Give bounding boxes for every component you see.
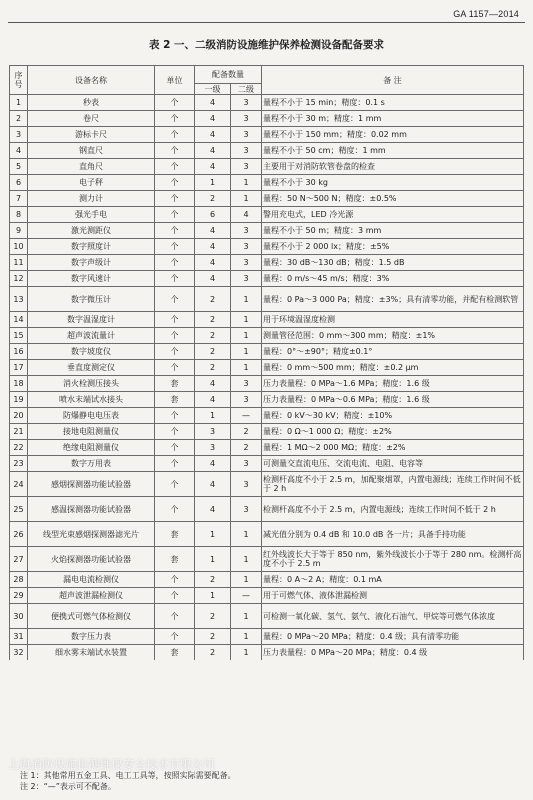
level-2-qty-cell: 3 [231, 255, 262, 271]
level-1-qty-cell: 2 [195, 645, 231, 661]
equipment-name-cell: 漏电电流检测仪 [28, 572, 155, 588]
equipment-name-cell: 数字坡度仪 [28, 344, 155, 360]
table-row [10, 392, 524, 408]
level-1-qty-cell: 1 [195, 522, 231, 547]
level-2-qty-cell: 3 [231, 223, 262, 239]
table-row [10, 191, 524, 207]
unit-cell: 个 [155, 95, 195, 111]
level-2-qty-cell: 3 [231, 159, 262, 175]
level-2-qty-cell: 3 [231, 497, 262, 522]
unit-cell: 套 [155, 376, 195, 392]
level-1-qty-cell: 4 [195, 127, 231, 143]
footnotes [20, 770, 236, 792]
level-1-qty-cell: 4 [195, 255, 231, 271]
unit-cell: 个 [155, 456, 195, 472]
level-2-qty-cell: 1 [231, 360, 262, 376]
unit-cell: 个 [155, 127, 195, 143]
level-2-qty-cell: 1 [231, 604, 262, 629]
unit-cell: 个 [155, 159, 195, 175]
unit-cell: 个 [155, 328, 195, 344]
unit-cell: 个 [155, 223, 195, 239]
equipment-name-cell: 线型光束感烟探测器滤光片 [28, 522, 155, 547]
level-1-qty-cell: 1 [195, 408, 231, 424]
unit-cell: 个 [155, 604, 195, 629]
row-index-cell: 6 [10, 175, 28, 191]
row-index-cell: 32 [10, 645, 28, 661]
unit-cell: 套 [155, 645, 195, 661]
row-index-cell: 4 [10, 143, 28, 159]
table-row [10, 271, 524, 287]
remarks-cell: 量程不小于 50 cm；精度：1 mm [262, 143, 524, 159]
equipment-name-cell: 测力计 [28, 191, 155, 207]
equipment-name-cell: 喷水末端试水接头 [28, 392, 155, 408]
equipment-name-cell: 卷尺 [28, 111, 155, 127]
watermark-text: 上海消防设施检测维保安全技术有限公司 [8, 758, 215, 771]
level-2-qty-cell: 3 [231, 472, 262, 497]
level-2-qty-cell: 4 [231, 207, 262, 223]
row-index-cell: 17 [10, 360, 28, 376]
level-1-qty-cell: 2 [195, 604, 231, 629]
level-2-qty-cell: 3 [231, 143, 262, 159]
remarks-cell: 用于环境温湿度检测 [262, 312, 524, 328]
equipment-name-cell: 细水雾末端试水装置 [28, 645, 155, 661]
row-index-cell: 10 [10, 239, 28, 255]
equipment-name-cell: 钢直尺 [28, 143, 155, 159]
table-row [10, 645, 524, 661]
level-1-qty-cell: 3 [195, 440, 231, 456]
row-index-cell: 7 [10, 191, 28, 207]
row-index-cell: 14 [10, 312, 28, 328]
equipment-name-cell: 接地电阻测量仪 [28, 424, 155, 440]
remarks-cell: 红外线波长大于等于 850 nm，紫外线波长小于等于 280 nm。检测杆高度不小于 2.5 m [262, 547, 524, 572]
level-2-qty-cell: — [231, 408, 262, 424]
level-2-qty-cell: 1 [231, 547, 262, 572]
equipment-name-cell: 强光手电 [28, 207, 155, 223]
equipment-name-cell: 游标卡尺 [28, 127, 155, 143]
equipment-name-cell: 便携式可燃气体检测仪 [28, 604, 155, 629]
level-1-qty-cell: 4 [195, 472, 231, 497]
level-2-qty-cell: 3 [231, 239, 262, 255]
row-index-cell: 29 [10, 588, 28, 604]
level-1-qty-cell: 2 [195, 572, 231, 588]
table-row [10, 255, 524, 271]
remarks-cell: 量程：30 dB～130 dB；精度：1.5 dB [262, 255, 524, 271]
remarks-cell: 量程：0 mm～500 mm；精度：±0.2 μm [262, 360, 524, 376]
level-2-qty-cell: 1 [231, 328, 262, 344]
level-1-qty-cell: 4 [195, 271, 231, 287]
table-row [10, 111, 524, 127]
unit-cell: 个 [155, 111, 195, 127]
row-index-cell: 2 [10, 111, 28, 127]
level-1-qty-cell: 2 [195, 360, 231, 376]
table-row [10, 572, 524, 588]
equipment-name-cell: 激光测距仪 [28, 223, 155, 239]
footnote-1: 注 1：其他常用五金工具、电工工具等，按照实际需要配备。 [20, 771, 236, 780]
unit-cell: 个 [155, 207, 195, 223]
remarks-cell: 量程：0 Ω～1 000 Ω；精度：±2% [262, 424, 524, 440]
level-2-qty-cell: 2 [231, 424, 262, 440]
equipment-name-cell: 数字声级计 [28, 255, 155, 271]
level-1-qty-cell: 4 [195, 223, 231, 239]
level-2-qty-cell: 1 [231, 645, 262, 661]
row-index-cell: 9 [10, 223, 28, 239]
remarks-cell: 量程：0 m/s～45 m/s；精度：3% [262, 271, 524, 287]
level-1-qty-cell: 2 [195, 344, 231, 360]
level-1-qty-cell: 2 [195, 312, 231, 328]
unit-cell: 个 [155, 424, 195, 440]
equipment-name-cell: 火焰探测器功能试验器 [28, 547, 155, 572]
row-index-cell: 21 [10, 424, 28, 440]
remarks-cell: 测量管径范围：0 mm～300 mm；精度：±1% [262, 328, 524, 344]
remarks-cell: 警用充电式，LED 冷光源 [262, 207, 524, 223]
row-index-cell: 8 [10, 207, 28, 223]
row-index-cell: 26 [10, 522, 28, 547]
equipment-name-cell: 数字微压计 [28, 287, 155, 312]
row-index-cell: 11 [10, 255, 28, 271]
row-index-cell: 12 [10, 271, 28, 287]
unit-cell: 个 [155, 408, 195, 424]
remarks-cell: 量程：0 A～2 A；精度：0.1 mA [262, 572, 524, 588]
level-2-qty-cell: 1 [231, 344, 262, 360]
equipment-name-cell: 数字温湿度计 [28, 312, 155, 328]
level-1-qty-cell: 2 [195, 629, 231, 645]
equipment-name-cell: 数字照度计 [28, 239, 155, 255]
table-row [10, 344, 524, 360]
remarks-cell: 压力表量程：0 MPa～20 MPa；精度：0.4 级 [262, 645, 524, 661]
table-row [10, 159, 524, 175]
header-quantity: 配备数量 [195, 66, 262, 84]
level-1-qty-cell: 2 [195, 191, 231, 207]
unit-cell: 个 [155, 497, 195, 522]
level-2-qty-cell: 1 [231, 312, 262, 328]
table-body [10, 95, 524, 661]
row-index-cell: 22 [10, 440, 28, 456]
table-row [10, 360, 524, 376]
row-index-cell: 16 [10, 344, 28, 360]
remarks-cell: 量程不小于 150 mm；精度：0.02 mm [262, 127, 524, 143]
level-2-qty-cell: 3 [231, 392, 262, 408]
unit-cell: 个 [155, 239, 195, 255]
equipment-name-cell: 秒表 [28, 95, 155, 111]
equipment-table [9, 65, 524, 660]
header-level-1: 一级 [195, 84, 231, 95]
equipment-name-cell: 数字万用表 [28, 456, 155, 472]
remarks-cell: 可测量交直流电压、交流电流、电阻、电容等 [262, 456, 524, 472]
table-row [10, 522, 524, 547]
row-index-cell: 15 [10, 328, 28, 344]
row-index-cell: 27 [10, 547, 28, 572]
remarks-cell: 压力表量程：0 MPa～1.6 MPa；精度：1.6 级 [262, 376, 524, 392]
row-index-cell: 30 [10, 604, 28, 629]
remarks-cell: 量程：0 Pa～3 000 Pa；精度：±3%；具有清零功能，并配有检测软管 [262, 287, 524, 312]
remarks-cell: 量程不小于 50 m；精度：3 mm [262, 223, 524, 239]
table-row [10, 223, 524, 239]
table-row [10, 328, 524, 344]
level-2-qty-cell: 3 [231, 456, 262, 472]
remarks-cell: 检测杆高度不小于 2.5 m，内置电源线；连续工作时间不低于 2 h [262, 497, 524, 522]
header-level-2: 二级 [231, 84, 262, 95]
standard-code: GA 1157—2014 [453, 9, 519, 19]
table-row [10, 629, 524, 645]
remarks-cell: 量程不小于 30 kg [262, 175, 524, 191]
level-2-qty-cell: 1 [231, 629, 262, 645]
level-1-qty-cell: 6 [195, 207, 231, 223]
level-2-qty-cell: 3 [231, 376, 262, 392]
equipment-name-cell: 感烟探测器功能试验器 [28, 472, 155, 497]
equipment-name-cell: 垂直度测定仪 [28, 360, 155, 376]
row-index-cell: 25 [10, 497, 28, 522]
level-1-qty-cell: 4 [195, 456, 231, 472]
row-index-cell: 18 [10, 376, 28, 392]
table-row [10, 207, 524, 223]
level-1-qty-cell: 4 [195, 376, 231, 392]
unit-cell: 个 [155, 572, 195, 588]
row-index-cell: 19 [10, 392, 28, 408]
level-1-qty-cell: 4 [195, 143, 231, 159]
header-unit: 单位 [155, 66, 195, 95]
remarks-cell: 量程：0 kV～30 kV；精度：±10% [262, 408, 524, 424]
equipment-name-cell: 绝缘电阻测量仪 [28, 440, 155, 456]
equipment-name-cell: 超声波泄漏检测仪 [28, 588, 155, 604]
equipment-name-cell: 数字压力表 [28, 629, 155, 645]
remarks-cell: 压力表量程：0 MPa～0.6 MPa；精度：1.6 级 [262, 392, 524, 408]
remarks-cell: 用于可燃气体、液体泄漏检测 [262, 588, 524, 604]
unit-cell: 个 [155, 255, 195, 271]
table-row [10, 588, 524, 604]
unit-cell: 套 [155, 522, 195, 547]
level-1-qty-cell: 3 [195, 424, 231, 440]
row-index-cell: 3 [10, 127, 28, 143]
row-index-cell: 24 [10, 472, 28, 497]
unit-cell: 个 [155, 629, 195, 645]
level-2-qty-cell: 3 [231, 95, 262, 111]
unit-cell: 个 [155, 440, 195, 456]
remarks-cell: 主要用于对消防软管卷盘的检查 [262, 159, 524, 175]
table-row [10, 143, 524, 159]
table-row [10, 408, 524, 424]
level-1-qty-cell: 4 [195, 159, 231, 175]
level-1-qty-cell: 4 [195, 497, 231, 522]
unit-cell: 套 [155, 392, 195, 408]
unit-cell: 个 [155, 191, 195, 207]
unit-cell: 个 [155, 472, 195, 497]
level-2-qty-cell: 3 [231, 127, 262, 143]
level-1-qty-cell: 4 [195, 239, 231, 255]
equipment-name-cell: 电子秤 [28, 175, 155, 191]
table-row [10, 127, 524, 143]
level-2-qty-cell: 2 [231, 440, 262, 456]
row-index-cell: 13 [10, 287, 28, 312]
header-rule [8, 22, 525, 23]
unit-cell: 个 [155, 287, 195, 312]
remarks-cell: 量程：0 MPa～20 MPa；精度：0.4 级；具有清零功能 [262, 629, 524, 645]
unit-cell: 个 [155, 344, 195, 360]
remarks-cell: 检测杆高度不小于 2.5 m，加配聚烟罩，内置电源线；连续工作时间不低于 2 h [262, 472, 524, 497]
table-row [10, 472, 524, 497]
level-2-qty-cell: 1 [231, 287, 262, 312]
equipment-name-cell: 超声波流量计 [28, 328, 155, 344]
remarks-cell: 量程：50 N～500 N；精度：±0.5% [262, 191, 524, 207]
header-index: 序号 [10, 66, 28, 95]
level-1-qty-cell: 1 [195, 547, 231, 572]
level-2-qty-cell: 1 [231, 191, 262, 207]
level-2-qty-cell: 3 [231, 271, 262, 287]
remarks-cell: 量程：0°～±90°；精度±0.1° [262, 344, 524, 360]
unit-cell: 个 [155, 312, 195, 328]
remarks-cell: 减光值分别为 0.4 dB 和 10.0 dB 各一片；具备手持功能 [262, 522, 524, 547]
equipment-name-cell: 感温探测器功能试验器 [28, 497, 155, 522]
unit-cell: 个 [155, 143, 195, 159]
level-1-qty-cell: 4 [195, 392, 231, 408]
footnote-2: 注 2：“—”表示可不配备。 [20, 782, 116, 791]
table-row [10, 497, 524, 522]
table-row [10, 456, 524, 472]
level-1-qty-cell: 4 [195, 95, 231, 111]
header-remarks: 备 注 [262, 66, 524, 95]
row-index-cell: 5 [10, 159, 28, 175]
level-2-qty-cell: — [231, 588, 262, 604]
row-index-cell: 20 [10, 408, 28, 424]
level-1-qty-cell: 2 [195, 287, 231, 312]
unit-cell: 个 [155, 271, 195, 287]
table-row [10, 312, 524, 328]
equipment-name-cell: 数字风速计 [28, 271, 155, 287]
remarks-cell: 量程不小于 15 min；精度：0.1 s [262, 95, 524, 111]
level-2-qty-cell: 1 [231, 572, 262, 588]
row-index-cell: 1 [10, 95, 28, 111]
unit-cell: 套 [155, 547, 195, 572]
table-row [10, 440, 524, 456]
table-title: 表 2 一、二级消防设施维护保养检测设备配备要求 [148, 39, 385, 51]
level-1-qty-cell: 1 [195, 588, 231, 604]
equipment-name-cell: 消火栓测压接头 [28, 376, 155, 392]
table-row [10, 175, 524, 191]
level-1-qty-cell: 2 [195, 328, 231, 344]
table-row [10, 547, 524, 572]
remarks-cell: 量程不小于 2 000 lx；精度：±5% [262, 239, 524, 255]
row-index-cell: 23 [10, 456, 28, 472]
remarks-cell: 量程不小于 30 m；精度：1 mm [262, 111, 524, 127]
table-row [10, 239, 524, 255]
remarks-cell: 量程：1 MΩ～2 000 MΩ；精度：±2% [262, 440, 524, 456]
table-row [10, 604, 524, 629]
level-2-qty-cell: 1 [231, 175, 262, 191]
row-index-cell: 31 [10, 629, 28, 645]
header-equipment-name: 设备名称 [28, 66, 155, 95]
level-2-qty-cell: 1 [231, 522, 262, 547]
table-row [10, 95, 524, 111]
level-1-qty-cell: 1 [195, 175, 231, 191]
remarks-cell: 可检测一氧化碳、氢气、氨气、液化石油气、甲烷等可燃气体浓度 [262, 604, 524, 629]
level-2-qty-cell: 3 [231, 111, 262, 127]
unit-cell: 个 [155, 175, 195, 191]
table-row [10, 424, 524, 440]
level-1-qty-cell: 4 [195, 111, 231, 127]
table-row [10, 287, 524, 312]
table-row [10, 376, 524, 392]
row-index-cell: 28 [10, 572, 28, 588]
equipment-name-cell: 防爆静电电压表 [28, 408, 155, 424]
unit-cell: 个 [155, 360, 195, 376]
unit-cell: 个 [155, 588, 195, 604]
equipment-name-cell: 直角尺 [28, 159, 155, 175]
